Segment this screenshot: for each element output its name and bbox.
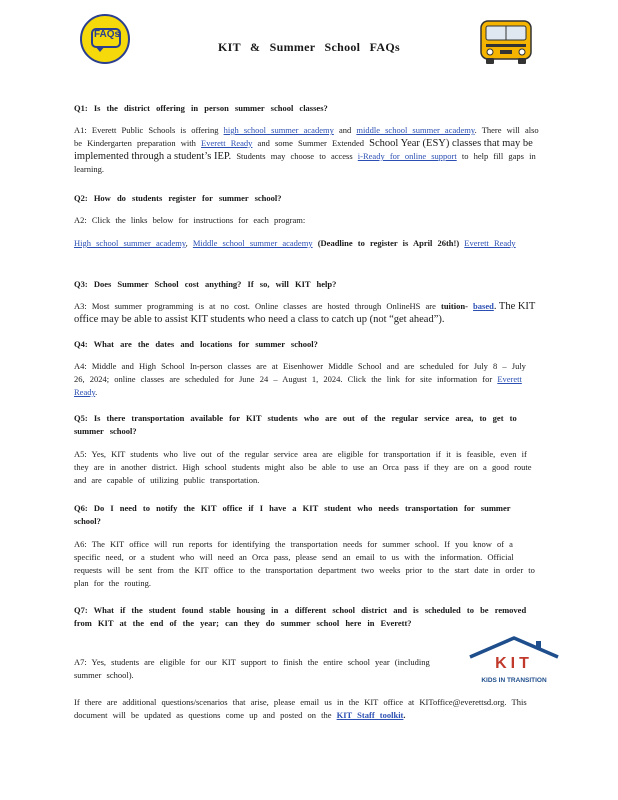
answer-a2: A2: Click the links below for instructions for each program: [74, 215, 306, 225]
answer-a5: A5: Yes, KIT students who live out of the regular service area are eligible for transportation if it is feasible, even if they are in another district. High school students might also be able to use an Orca pass if they are on a good route and are capable of utilizing public transportation. [74, 449, 532, 485]
answer-a2-links: High school summer academy, Middle school summer academy (Deadline to register is April 26th!) Everett Ready [74, 238, 516, 248]
everett-ready-link[interactable]: Everett Ready [464, 238, 516, 248]
question-q6: Q6: Do I need to notify the KIT office if I have a KIT student who needs transportation for summer school? [74, 503, 511, 526]
kit-logo-text: KIT [495, 655, 533, 672]
answer-a4: A4: Middle and High School In-person classes are at Eisenhower Middle School and are scheduled for July 8 – July 26, 2024; online classes are scheduled for June 24 – August 1, 2024. Click the link for site information for Everett Ready. [74, 361, 526, 397]
tuition-based-link[interactable]: based [473, 301, 494, 311]
i-ready-link[interactable]: i-Ready for online support [357, 151, 457, 161]
middle-school-summer-academy-link[interactable]: Middle school summer academy [192, 238, 313, 248]
middle-school-summer-academy-link[interactable]: middle school summer academy [356, 125, 475, 135]
question-q7: Q7: What if the student found stable housing in a different school district and is scheduled to be removed from KIT at the end of the year; can they do summer school here in Everett? [74, 605, 527, 628]
faq-item-q5 [74, 412, 540, 438]
kit-staff-toolkit-link[interactable]: KIT Staff toolkit [336, 710, 404, 720]
everett-ready-link[interactable]: Everett Ready [74, 374, 522, 397]
answer-a1: A1: Everett Public Schools is offering high school summer academy and middle school summer academy. There will also be Kindergarten preparation with Everett Ready and some Summer Extended School Year (ESY) classes that may be implemented through a student’s IEP. Students may choose to access i-Ready for online support to help fill gaps in learning. [74, 125, 539, 174]
answer-a6: A6: The KIT office will run reports for identifying the transportation needs for summer school. If you know of a specific need, or a student who will need an Orca pass, please send an email to us with the information. Official requests will be sent from the KIT office to the transportation department two weeks prior to the start date in order to plan for the routing. [74, 539, 535, 588]
faq-badge-text: FAQs [93, 29, 121, 40]
answer-a7: A7: Yes, students are eligible for our KIT support to finish the entire school year (including summer school). [74, 657, 430, 680]
faq-item-q1 [74, 102, 540, 115]
kit-logo-subtitle: KIDS IN TRANSITION [481, 677, 547, 684]
question-q4: Q4: What are the dates and locations for summer school? [74, 339, 318, 349]
page-title: KIT & Summer School FAQs [218, 40, 400, 54]
question-q2: Q2: How do students register for summer school? [74, 193, 282, 203]
faq-item-q7 [74, 604, 540, 630]
faq-badge-icon [80, 14, 130, 64]
faq-item-q3 [74, 278, 540, 291]
deadline-note: (Deadline to register is April 26th!) [317, 238, 460, 248]
kit-logo [466, 635, 562, 695]
answer-a3: A3: Most summer programming is at no cost. Online classes are hosted through OnlineHS are tuition- based. The KIT office may be able to assist KIT students who need a class to catch up (not “get ahead”). [74, 301, 536, 325]
high-school-summer-academy-link[interactable]: high school summer academy [223, 125, 334, 135]
question-q3: Q3: Does Summer School cost anything? If so, will KIT help? [74, 279, 337, 289]
question-q1: Q1: Is the district offering in person summer school classes? [74, 103, 328, 113]
faq-item-q6 [74, 502, 540, 528]
everett-ready-link[interactable]: Everett Ready [201, 138, 253, 148]
school-bus-icon [478, 18, 534, 66]
closing-paragraph: If there are additional questions/scenarios that arise, please email us in the KIT office at KIToffice@everettsd.org. This document will be updated as questions come up and posted on the KIT Staff toolkit. [74, 697, 527, 720]
faq-item-q4 [74, 338, 540, 351]
faq-item-q2 [74, 192, 540, 205]
high-school-summer-academy-link[interactable]: High school summer academy [74, 238, 186, 248]
question-q5: Q5: Is there transportation available for KIT students who are out of the regular service area, to get to summer school? [74, 413, 517, 436]
